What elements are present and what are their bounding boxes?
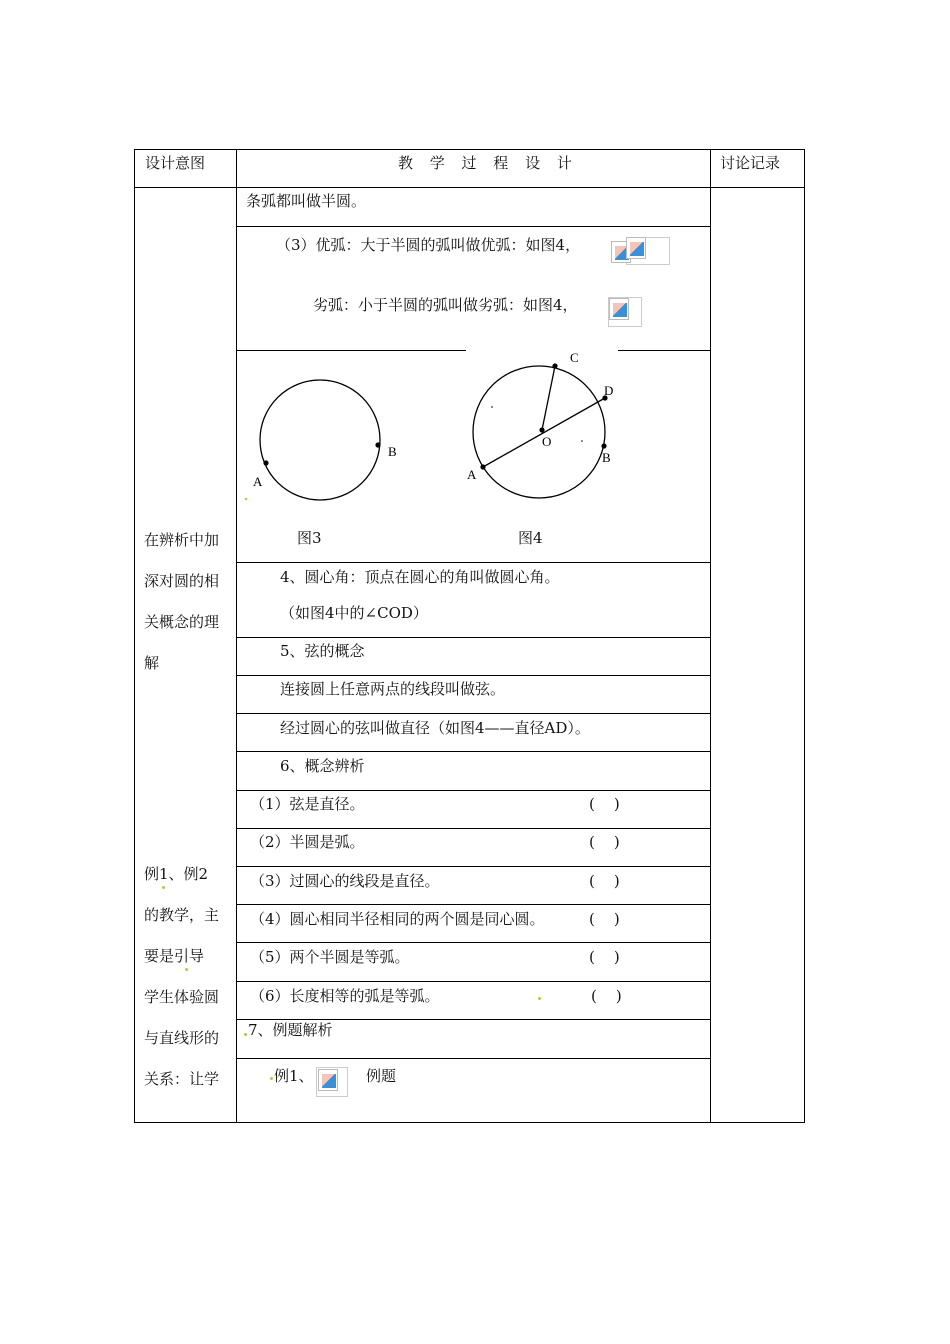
intent-line: 例1、例2 bbox=[144, 865, 209, 883]
row-divider bbox=[236, 637, 710, 638]
fig3-point-b bbox=[375, 442, 380, 447]
diameter-definition: 经过圆心的弦叫做直径（如图4——直径AD）。 bbox=[280, 719, 590, 737]
fig4-label-d: D bbox=[604, 383, 614, 398]
intent-line: 关系：让学 bbox=[144, 1070, 220, 1088]
broken-image-icon bbox=[626, 237, 646, 259]
header-discussion-record: 讨论记录 bbox=[720, 154, 781, 172]
minor-arc-text: 劣弧：小于半圆的弧叫做劣弧：如图4， bbox=[313, 296, 578, 314]
row-divider bbox=[236, 866, 710, 867]
central-angle-example: （如图4中的∠COD） bbox=[280, 604, 428, 622]
question-4: （4）圆心相同半径相同的两个圆是同心圆。 bbox=[250, 910, 545, 928]
fig4-label-o: O bbox=[542, 434, 552, 449]
answer-blank[interactable]: ( ) bbox=[589, 948, 620, 966]
row-divider bbox=[236, 828, 710, 829]
intent-line: 的教学，主 bbox=[144, 906, 220, 924]
row-divider bbox=[236, 1058, 710, 1059]
stray-dot bbox=[491, 406, 493, 408]
intent-line: 学生体验圆 bbox=[144, 988, 220, 1006]
question-5: （5）两个半圆是等弧。 bbox=[250, 948, 410, 966]
col-divider-1 bbox=[236, 149, 237, 1123]
question-6: （6）长度相等的弧是等弧。 bbox=[250, 987, 440, 1005]
intent-note-2 bbox=[144, 854, 230, 1100]
major-arc-text: （3）优弧：大于半圆的弧叫做优弧：如图4， bbox=[276, 236, 581, 254]
fig4-point-c bbox=[552, 363, 557, 368]
semicircle-text: 条弧都叫做半圆。 bbox=[246, 192, 367, 210]
stray-dot bbox=[162, 886, 165, 889]
chord-heading: 5、弦的概念 bbox=[280, 642, 365, 660]
fig4-label-b: B bbox=[602, 450, 611, 465]
chord-definition: 连接圆上任意两点的线段叫做弦。 bbox=[280, 680, 506, 698]
example-heading: 7、例题解析 bbox=[248, 1021, 333, 1039]
broken-image-icon bbox=[318, 1069, 338, 1091]
fig4-circle bbox=[473, 366, 605, 498]
example-1-text: 例题 bbox=[366, 1067, 397, 1085]
fig4-point-b bbox=[601, 443, 606, 448]
question-2: （2）半圆是弧。 bbox=[250, 833, 365, 851]
row-divider bbox=[236, 751, 710, 752]
stray-dot bbox=[270, 1077, 273, 1080]
intent-line: 关概念的理 bbox=[144, 613, 220, 631]
row-divider bbox=[236, 562, 710, 563]
stray-dot bbox=[244, 1033, 247, 1036]
row-divider bbox=[236, 790, 710, 791]
fig3-label-b: B bbox=[388, 444, 397, 459]
row-divider bbox=[236, 713, 710, 714]
broken-image-icon bbox=[609, 298, 629, 320]
col-divider-2 bbox=[710, 149, 711, 1123]
fig4-radius-oc bbox=[542, 366, 555, 430]
header-process-design: 教 学 过 程 设 计 bbox=[398, 154, 578, 172]
answer-blank[interactable]: ( ) bbox=[589, 795, 620, 813]
header-divider bbox=[134, 187, 805, 188]
central-angle-text: 4、圆心角：顶点在圆心的角叫做圆心角。 bbox=[280, 568, 560, 586]
intent-line: 与直线形的 bbox=[144, 1029, 220, 1047]
row-divider bbox=[236, 942, 710, 943]
row-divider bbox=[236, 226, 710, 227]
fig3-caption: 图3 bbox=[297, 529, 322, 547]
row-divider bbox=[236, 981, 710, 982]
stray-dot bbox=[538, 997, 541, 1000]
answer-blank[interactable]: ( ) bbox=[591, 987, 622, 1005]
fig4-diameter-ad bbox=[483, 398, 605, 467]
concept-heading: 6、概念辨析 bbox=[280, 757, 365, 775]
row-divider bbox=[236, 904, 710, 905]
answer-blank[interactable]: ( ) bbox=[589, 833, 620, 851]
fig4-point-o bbox=[539, 427, 544, 432]
answer-blank[interactable]: ( ) bbox=[589, 872, 620, 890]
fig3-circle bbox=[260, 380, 380, 500]
stray-dot bbox=[245, 498, 248, 501]
row-divider bbox=[236, 1019, 710, 1020]
intent-line: 深对圆的相 bbox=[144, 572, 220, 590]
fig3-label-a: A bbox=[253, 474, 263, 489]
stray-dot bbox=[581, 440, 583, 442]
row-divider bbox=[236, 675, 710, 676]
fig4-point-a bbox=[480, 464, 485, 469]
question-3: （3）过圆心的线段是直径。 bbox=[250, 872, 440, 890]
question-1: （1）弦是直径。 bbox=[250, 795, 365, 813]
answer-blank[interactable]: ( ) bbox=[589, 910, 620, 928]
fig4-caption: 图4 bbox=[518, 529, 543, 547]
figure-mask bbox=[466, 350, 618, 352]
intent-line: 解 bbox=[144, 654, 160, 672]
intent-line: 在辨析中加 bbox=[144, 531, 220, 549]
header-design-intent: 设计意图 bbox=[145, 154, 206, 172]
fig4-label-a: A bbox=[467, 467, 477, 482]
fig3-point-a bbox=[263, 460, 268, 465]
intent-note-1 bbox=[144, 520, 230, 684]
intent-line: 要是引导 bbox=[144, 947, 205, 965]
stray-dot bbox=[185, 968, 188, 971]
fig4-label-c: C bbox=[570, 350, 579, 365]
example-1-label: 例1、 bbox=[274, 1067, 314, 1085]
